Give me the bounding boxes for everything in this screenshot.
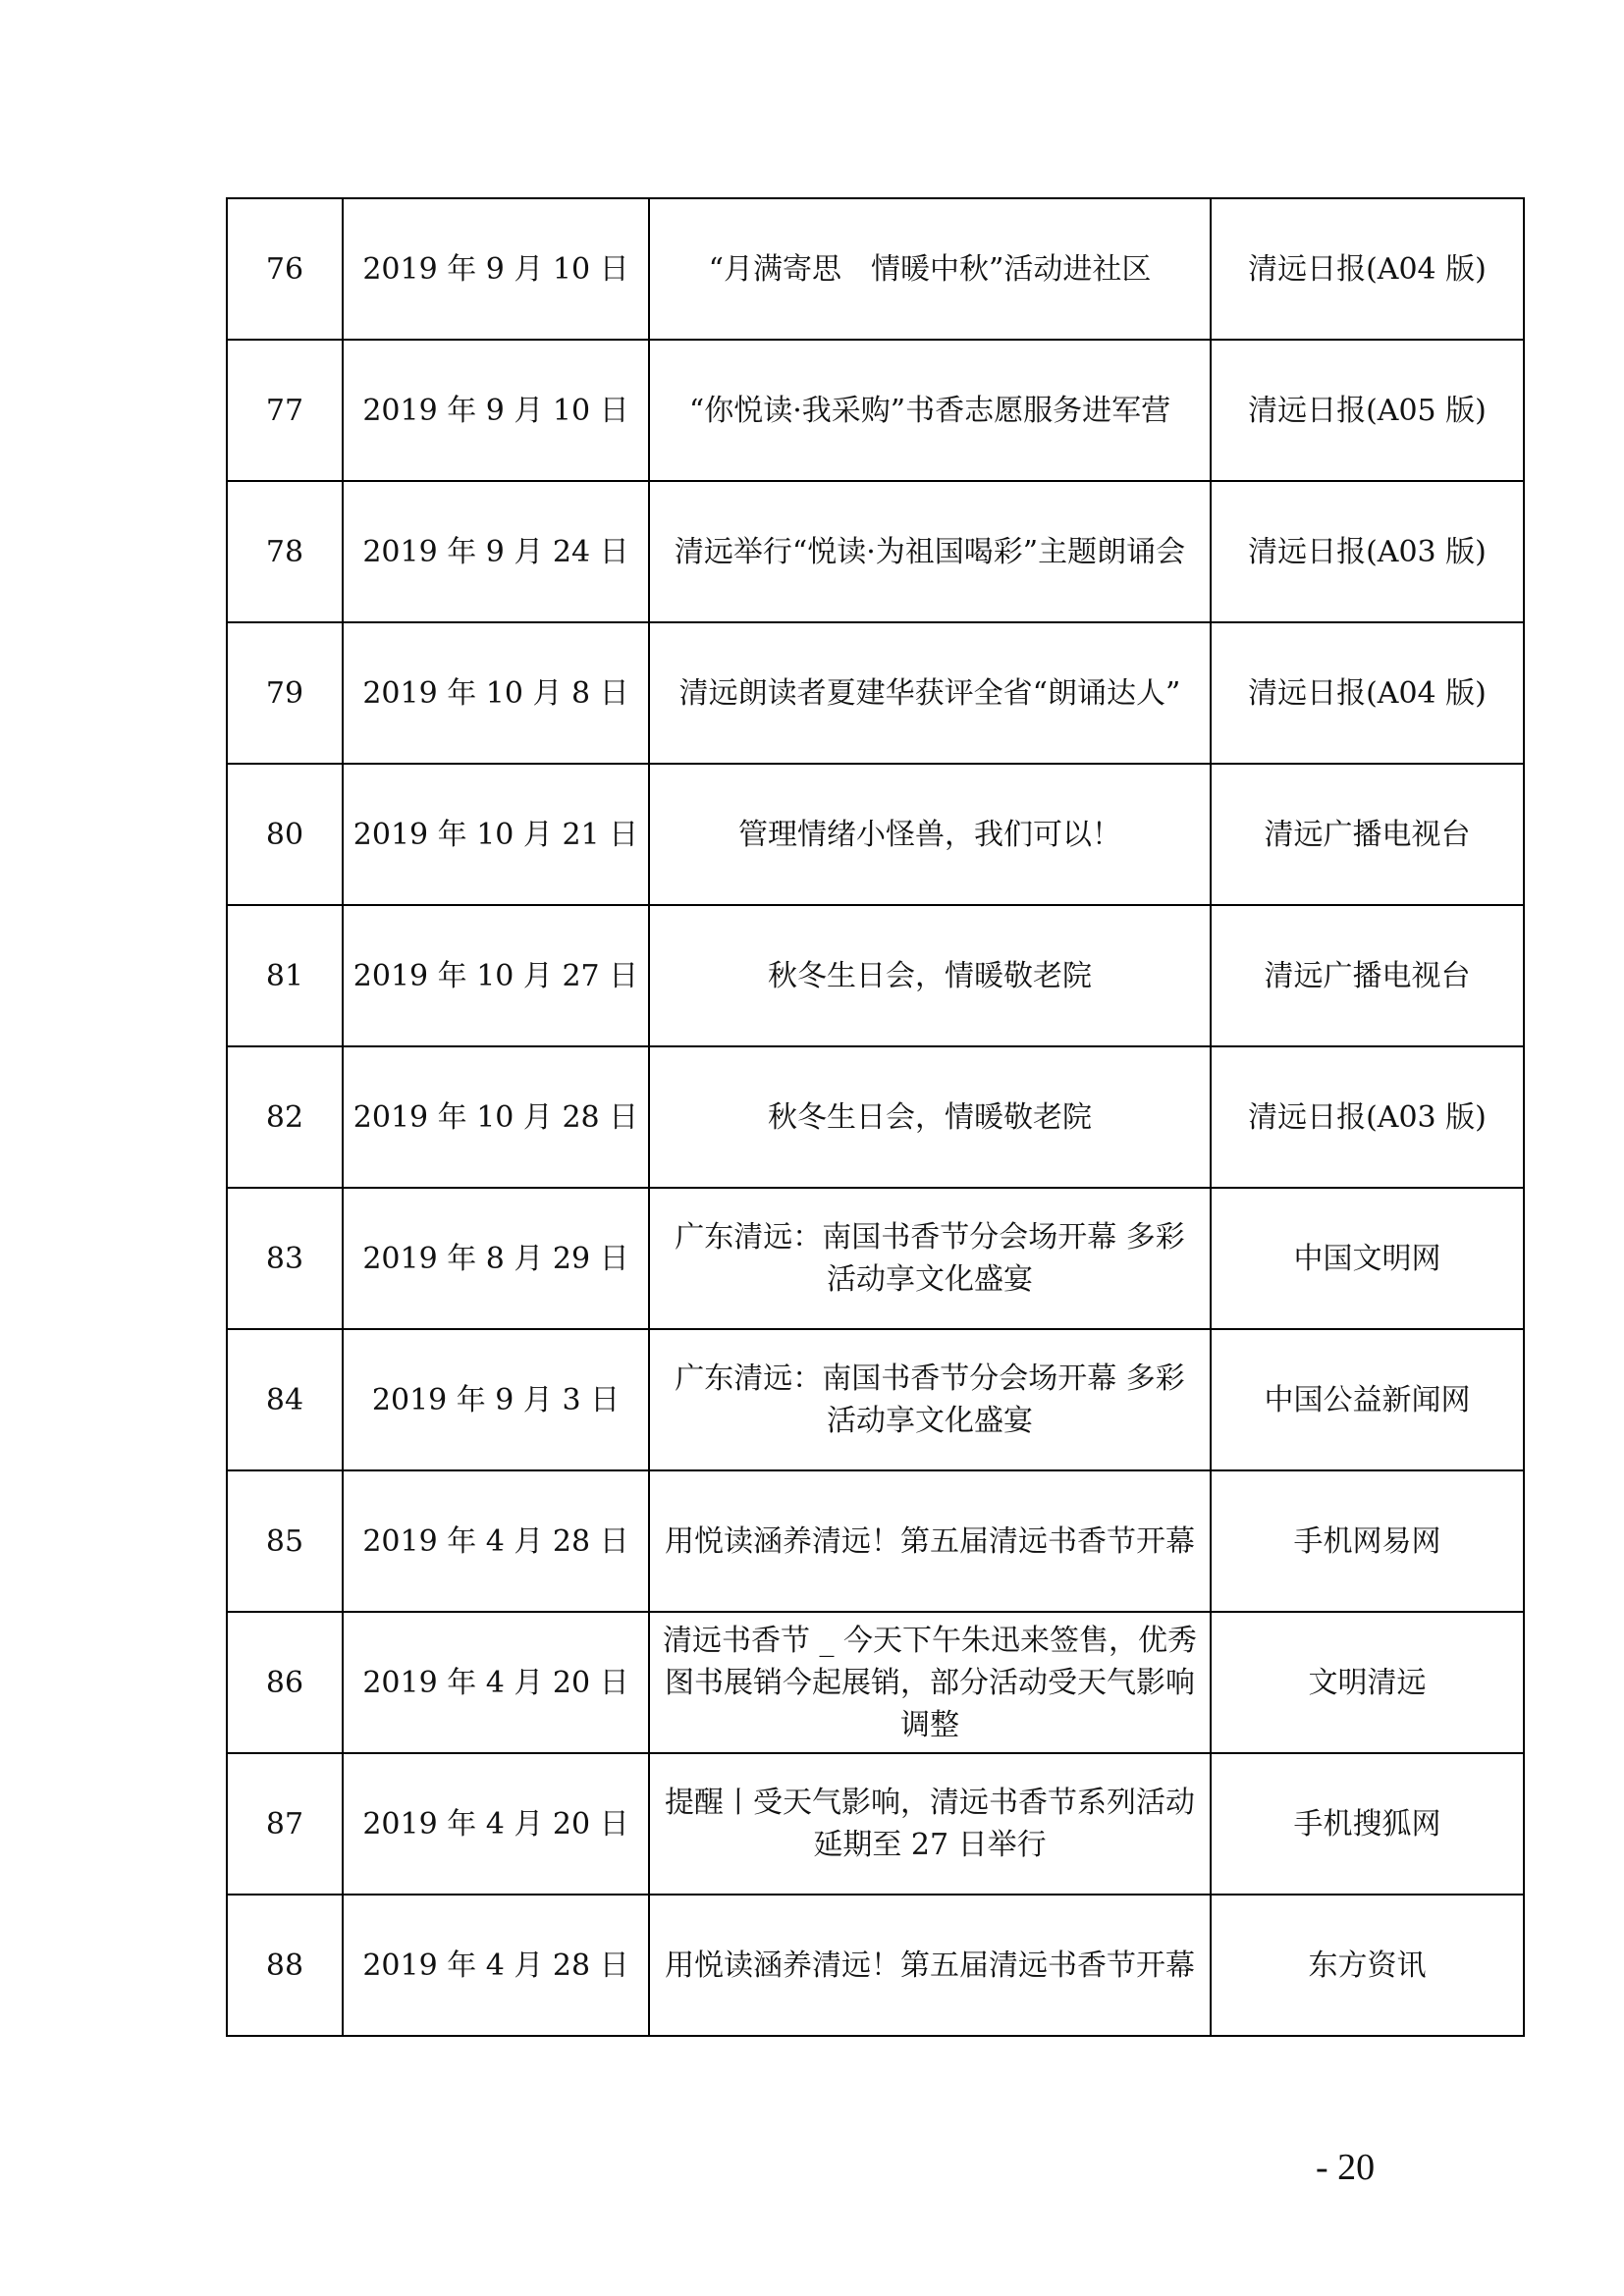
media-report-table <box>226 197 1525 2037</box>
row-date: 2019 年 4 月 28 日 <box>343 1470 649 1612</box>
table-row <box>227 198 1524 340</box>
row-title: 管理情绪小怪兽，我们可以！ <box>649 764 1211 905</box>
table-row <box>227 340 1524 481</box>
row-source: 清远广播电视台 <box>1211 905 1524 1046</box>
row-number: 86 <box>227 1612 343 1753</box>
table-row <box>227 481 1524 622</box>
table-row <box>227 764 1524 905</box>
row-number: 76 <box>227 198 343 340</box>
row-number: 88 <box>227 1895 343 2036</box>
row-date: 2019 年 8 月 29 日 <box>343 1188 649 1329</box>
row-number: 82 <box>227 1046 343 1188</box>
table-row <box>227 905 1524 1046</box>
table-row <box>227 1188 1524 1329</box>
row-date: 2019 年 4 月 20 日 <box>343 1753 649 1895</box>
row-source: 清远日报(A04 版) <box>1211 198 1524 340</box>
row-title: 清远书香节 _ 今天下午朱迅来签售，优秀图书展销今起展销，部分活动受天气影响调整 <box>649 1612 1211 1753</box>
row-date: 2019 年 4 月 20 日 <box>343 1612 649 1753</box>
row-date: 2019 年 9 月 10 日 <box>343 198 649 340</box>
row-source: 手机搜狐网 <box>1211 1753 1524 1895</box>
row-number: 77 <box>227 340 343 481</box>
row-source: 文明清远 <box>1211 1612 1524 1753</box>
row-title: 广东清远：南国书香节分会场开幕 多彩活动享文化盛宴 <box>649 1329 1211 1470</box>
row-date: 2019 年 10 月 28 日 <box>343 1046 649 1188</box>
row-date: 2019 年 9 月 10 日 <box>343 340 649 481</box>
row-source: 手机网易网 <box>1211 1470 1524 1612</box>
row-number: 83 <box>227 1188 343 1329</box>
row-number: 81 <box>227 905 343 1046</box>
row-date: 2019 年 9 月 3 日 <box>343 1329 649 1470</box>
row-source: 清远日报(A05 版) <box>1211 340 1524 481</box>
row-title: 提醒丨受天气影响，清远书香节系列活动延期至 27 日举行 <box>649 1753 1211 1895</box>
row-title: 秋冬生日会，情暖敬老院 <box>649 1046 1211 1188</box>
row-title: 秋冬生日会，情暖敬老院 <box>649 905 1211 1046</box>
row-title: “月满寄思 情暖中秋”活动进社区 <box>649 198 1211 340</box>
row-source: 中国文明网 <box>1211 1188 1524 1329</box>
row-number: 79 <box>227 622 343 764</box>
row-date: 2019 年 4 月 28 日 <box>343 1895 649 2036</box>
row-title: 清远朗读者夏建华获评全省“朗诵达人” <box>649 622 1211 764</box>
row-date: 2019 年 10 月 8 日 <box>343 622 649 764</box>
row-number: 80 <box>227 764 343 905</box>
table-row <box>227 1753 1524 1895</box>
table-row <box>227 1895 1524 2036</box>
row-date: 2019 年 10 月 27 日 <box>343 905 649 1046</box>
row-title: “你悦读·我采购”书香志愿服务进军营 <box>649 340 1211 481</box>
row-number: 85 <box>227 1470 343 1612</box>
row-number: 87 <box>227 1753 343 1895</box>
row-title: 清远举行“悦读·为祖国喝彩”主题朗诵会 <box>649 481 1211 622</box>
table-row <box>227 1329 1524 1470</box>
row-source: 中国公益新闻网 <box>1211 1329 1524 1470</box>
row-title: 用悦读涵养清远！第五届清远书香节开幕 <box>649 1895 1211 2036</box>
row-number: 78 <box>227 481 343 622</box>
table-row <box>227 1470 1524 1612</box>
row-source: 清远日报(A03 版) <box>1211 481 1524 622</box>
page-number: - 20 <box>1316 2147 1376 2188</box>
table-row <box>227 622 1524 764</box>
row-title: 广东清远：南国书香节分会场开幕 多彩活动享文化盛宴 <box>649 1188 1211 1329</box>
row-date: 2019 年 10 月 21 日 <box>343 764 649 905</box>
row-source: 清远日报(A03 版) <box>1211 1046 1524 1188</box>
row-source: 清远广播电视台 <box>1211 764 1524 905</box>
row-source: 清远日报(A04 版) <box>1211 622 1524 764</box>
table-row <box>227 1612 1524 1753</box>
row-title: 用悦读涵养清远！第五届清远书香节开幕 <box>649 1470 1211 1612</box>
row-source: 东方资讯 <box>1211 1895 1524 2036</box>
row-date: 2019 年 9 月 24 日 <box>343 481 649 622</box>
table-row <box>227 1046 1524 1188</box>
row-number: 84 <box>227 1329 343 1470</box>
